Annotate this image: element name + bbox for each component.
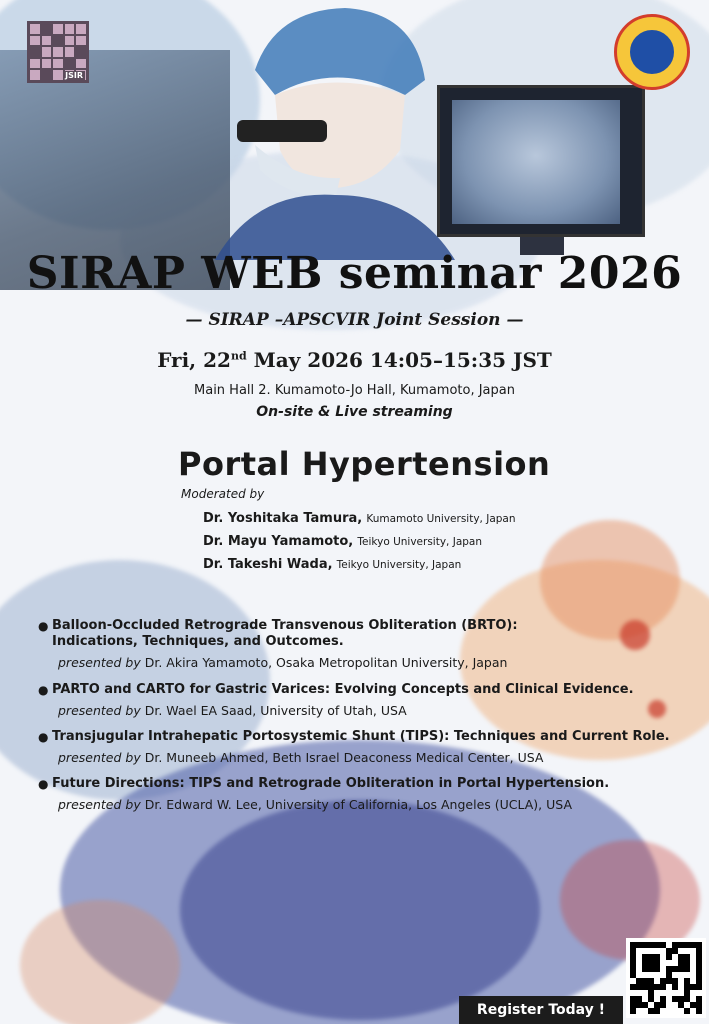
- page-title: SIRAP WEB seminar 2026: [26, 248, 683, 299]
- event-venue: Main Hall 2. Kumamoto-Jo Hall, Kumamoto, Japan: [194, 383, 515, 398]
- moderator-item: Dr. Mayu Yamamoto, Teikyo University, Japan: [203, 534, 483, 549]
- session-topic: Portal Hypertension: [178, 445, 551, 483]
- lecture-item: [38, 682, 678, 718]
- lecture-item: [38, 618, 678, 670]
- event-format: On-site & Live streaming: [256, 404, 453, 420]
- apscvir-seal-logo: [614, 14, 690, 90]
- medical-monitor-right: [437, 85, 645, 237]
- lecture-title: Balloon-Occluded Retrograde Transvenous Obliteration (BRTO): Indications, Techniques, and Outcomes.: [52, 618, 518, 649]
- registration-qr-code[interactable]: [626, 938, 706, 1018]
- lecture-presenter: presented by Dr. Akira Yamamoto, Osaka Metropolitan University, Japan: [58, 655, 508, 670]
- lecture-presenter: presented by Dr. Wael EA Saad, University of Utah, USA: [58, 703, 407, 718]
- register-button[interactable]: Register Today !: [459, 996, 623, 1024]
- lecture-presenter: presented by Dr. Muneeb Ahmed, Beth Israel Deaconess Medical Center, USA: [58, 750, 544, 765]
- event-datetime: Fri, 22nd May 2026 14:05–15:35 JST: [157, 348, 552, 372]
- jsir-logo: [27, 21, 89, 83]
- lecture-item: [38, 776, 678, 812]
- lecture-title: PARTO and CARTO for Gastric Varices: Evolving Concepts and Clinical Evidence.: [52, 682, 634, 697]
- radiologist-illustration: [215, 0, 455, 260]
- session-subtitle: — SIRAP –APSCVIR Joint Session —: [185, 310, 524, 330]
- lecture-title: Transjugular Intrahepatic Portosystemic Shunt (TIPS): Techniques and Current Role.: [52, 729, 670, 744]
- jsir-logo-text: JSIR: [65, 71, 83, 80]
- lecture-item: [38, 729, 678, 765]
- bullet-icon: ●: [38, 730, 49, 744]
- bullet-icon: ●: [38, 683, 49, 697]
- moderators-label: Moderated by: [181, 487, 265, 501]
- bullet-icon: ●: [38, 619, 49, 633]
- moderator-item: Dr. Yoshitaka Tamura, Kumamoto University, Japan: [203, 511, 516, 526]
- moderator-item: Dr. Takeshi Wada, Teikyo University, Japan: [203, 557, 462, 572]
- bullet-icon: ●: [38, 777, 49, 791]
- lecture-title: Future Directions: TIPS and Retrograde Obliteration in Portal Hypertension.: [52, 776, 610, 791]
- lecture-presenter: presented by Dr. Edward W. Lee, University of California, Los Angeles (UCLA), USA: [58, 797, 572, 812]
